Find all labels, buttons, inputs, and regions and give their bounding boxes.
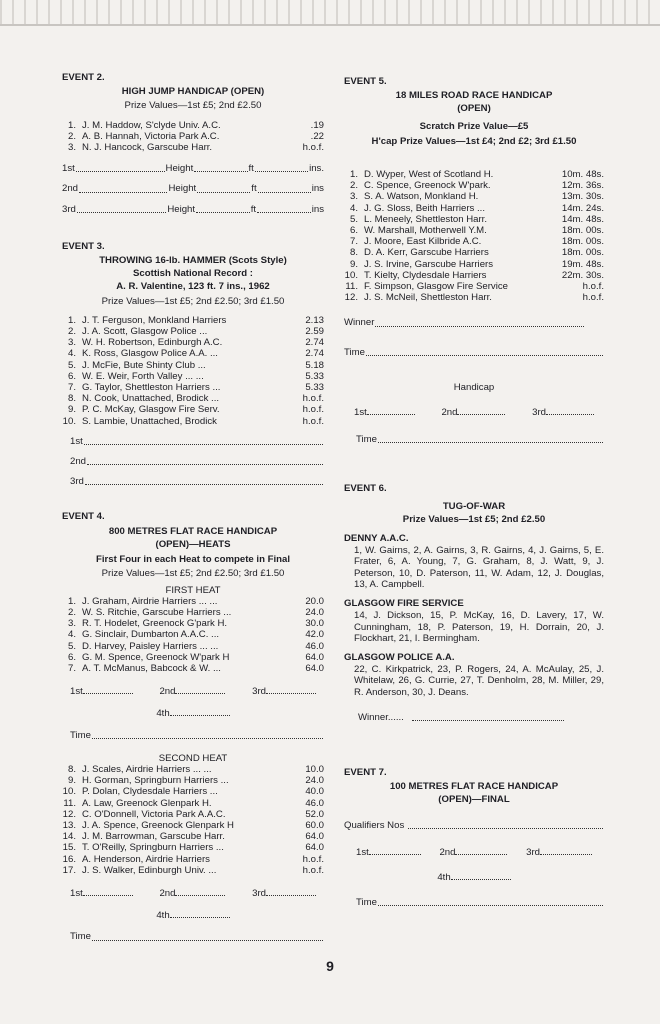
prize-values: Prize Values—1st £5; 2nd £2.50; 3rd £1.50 xyxy=(101,295,285,307)
entry-row: 7. J. Moore, East Kilbride A.C. 18m. 00s. xyxy=(349,236,604,248)
time-line[interactable]: Time xyxy=(344,434,604,445)
placings-line[interactable]: 1st 2nd 3rd xyxy=(62,888,324,899)
event-title: TUG-OF-WAR xyxy=(442,500,506,512)
result-line-3rd[interactable]: 3rd Height ft ins xyxy=(62,203,325,215)
entry-row: 2. J. A. Scott, Glasgow Police ... 2.59 xyxy=(67,326,324,338)
entry-row: 6. W. E. Weir, Forth Valley ... ... 5.33 xyxy=(67,370,324,382)
entry-row: 4. G. Sinclair, Dumbarton A.A.C. ... 42.0 xyxy=(67,629,324,641)
event-label: EVENT 7. xyxy=(344,766,387,778)
entry-row: 10. T. Kielty, Clydesdale Harriers 22m. 30s. xyxy=(344,269,604,281)
placings-line[interactable]: 1st 2nd 3rd xyxy=(344,407,604,418)
entry-row: 17. J. S. Walker, Edinburgh Univ. ... h.o.f. xyxy=(62,864,324,876)
entry-row: 2. A. B. Hannah, Victoria Park A.C. .22 xyxy=(67,130,324,142)
time-line[interactable]: Time xyxy=(344,897,604,908)
entry-row: 9. P. C. McKay, Glasgow Fire Serv. h.o.f. xyxy=(67,404,324,416)
entry-list xyxy=(62,120,324,154)
result-line-1st[interactable]: 1st xyxy=(62,436,324,447)
entry-list xyxy=(62,596,324,674)
entry-row: 5. J. McFie, Bute Shinty Club ... 5.18 xyxy=(67,359,324,371)
team-members: 22, C. Kirkpatrick, 23, P. Rogers, 24, A. McAulay, 25, J. Whitelaw, 26, G. Currie, 27, T. Denholm, 28, M. Miller, 29, R. Anderson, 30, J. Deans. xyxy=(354,664,604,698)
result-line-2nd[interactable]: 2nd xyxy=(62,456,324,467)
time-line[interactable]: Time xyxy=(62,931,324,942)
prize-values: Prize Values—1st £5; 2nd £2.50 xyxy=(124,100,262,112)
event-label: EVENT 3. xyxy=(62,240,105,252)
page-number: 9 xyxy=(326,958,334,974)
result-line-2nd[interactable]: 2nd Height ft ins xyxy=(62,183,324,195)
entry-row: 1. J. T. Ferguson, Monkland Harriers 2.13 xyxy=(67,314,324,326)
entry-row: 9. H. Gorman, Springburn Harriers ... 24.0 xyxy=(67,775,324,787)
event-subtitle: (OPEN) xyxy=(457,103,491,115)
entry-row: 13. J. A. Spence, Greenock Glenpark H 60.0 xyxy=(62,819,324,831)
entry-row: 7. A. T. McManus, Babcock & W. ... 64.0 xyxy=(67,662,324,674)
entry-row: 7. G. Taylor, Shettleston Harriers ... 5.33 xyxy=(67,382,324,394)
entry-row: 12. J. S. McNeil, Shettleston Harr. h.o.f. xyxy=(344,292,604,304)
entry-row: 8. N. Cook, Unattached, Brodick ... h.o.f. xyxy=(67,393,324,405)
entry-row: 2. W. S. Ritchie, Garscube Harriers ... 24.0 xyxy=(67,606,324,618)
entry-list xyxy=(62,764,324,876)
event-label: EVENT 5. xyxy=(344,76,387,87)
result-line-1st[interactable]: 1st Height ft ins. xyxy=(62,163,325,175)
event-label: EVENT 6. xyxy=(344,483,387,495)
entry-row: 12. C. O'Donnell, Victoria Park A.A.C. 52.0 xyxy=(62,808,324,820)
record-holder: A. R. Valentine, 123 ft. 7 ins., 1962 xyxy=(116,281,270,293)
event-title: HIGH JUMP HANDICAP (OPEN) xyxy=(121,86,265,98)
spiral-binding xyxy=(0,0,660,26)
event-5 xyxy=(344,76,604,445)
winner-line[interactable]: Winner...... xyxy=(344,712,604,723)
fourth-line[interactable]: 4th xyxy=(62,708,324,719)
event-subtitle: (OPEN)—FINAL xyxy=(438,794,510,806)
left-column xyxy=(62,72,324,943)
handicap-heading: Handicap xyxy=(453,381,495,393)
event-title: 18 MILES ROAD RACE HANDICAP xyxy=(395,90,553,102)
entry-row: 3. R. T. Hodelet, Greenock G'park H. 30.0 xyxy=(67,618,324,630)
event-3 xyxy=(62,241,324,488)
event-4 xyxy=(62,511,324,942)
event-2 xyxy=(62,72,324,215)
entry-row: 9. J. S. Irvine, Garscube Harriers 19m. 48s. xyxy=(349,258,604,270)
entry-list xyxy=(344,169,604,303)
right-column xyxy=(344,76,604,908)
entry-row: 3. N. J. Hancock, Garscube Harr. h.o.f. xyxy=(67,142,324,154)
entry-row: 8. J. Scales, Airdrie Harriers ... ... 10.0 xyxy=(67,763,324,775)
entry-row: 14. J. M. Barrowman, Garscube Harr. 64.0 xyxy=(62,831,324,843)
entry-row: 6. G. M. Spence, Greenock W'park H 64.0 xyxy=(67,651,324,663)
prize-values: Prize Values—1st £5; 2nd £2.50; 3rd £1.50 xyxy=(101,568,285,580)
entry-row: 11. A. Law, Greenock Glenpark H. 46.0 xyxy=(63,797,324,809)
entry-row: 3. S. A. Watson, Monkland H. 13m. 30s. xyxy=(349,191,604,203)
entry-row: 5. L. Meneely, Shettleston Harr. 14m. 48s. xyxy=(349,213,604,225)
entry-row: 15. T. O'Reilly, Springburn Harriers ... 64.0 xyxy=(62,842,324,854)
team-members: 1, W. Gairns, 2, A. Gairns, 3, R. Gairns, 4, J. Gairns, 5, E. Frater, 6, A. Young, 7, G. Graham, 8, J. Watt, 9, J. Peterson, 10, D. Paterson, 11, W. Adam, 12, J. Douglas, 13, A. Campbell. xyxy=(354,545,604,590)
entry-row: 11. F. Simpson, Glasgow Fire Service h.o.f. xyxy=(345,281,604,293)
entry-row: 1. D. Wyper, West of Scotland H. 10m. 48s. xyxy=(349,169,604,181)
qualifiers-line[interactable]: Qualifiers Nos xyxy=(344,820,604,831)
team-name: DENNY A.A.C. xyxy=(344,533,409,545)
entry-row: 4. K. Ross, Glasgow Police A.A. ... 2.74 xyxy=(67,348,324,360)
entry-row: 2. C. Spence, Greenock W'park. 12m. 36s. xyxy=(349,180,604,192)
entry-row: 16. A. Henderson, Airdrie Harriers h.o.f. xyxy=(62,853,324,865)
entry-row: 8. D. A. Kerr, Garscube Harriers 18m. 00s. xyxy=(349,247,604,259)
placings-line[interactable]: 1st 2nd 3rd xyxy=(344,847,604,858)
entry-row: 10. P. Dolan, Clydesdale Harriers ... 40.0 xyxy=(62,786,324,798)
hcap-prizes: H'cap Prize Values—1st £4; 2nd £2; 3rd £1.50 xyxy=(371,135,577,147)
heat-heading: SECOND HEAT xyxy=(158,752,228,764)
event-label: EVENT 2. xyxy=(62,72,105,83)
entry-row: 4. J. G. Sloss, Beith Harriers ... 14m. 24s. xyxy=(349,202,604,214)
time-line[interactable]: Time xyxy=(344,347,604,358)
heat-heading: FIRST HEAT xyxy=(165,584,221,596)
entry-row: 6. W. Marshall, Motherwell Y.M. 18m. 00s. xyxy=(349,225,604,237)
entry-row: 3. W. H. Robertson, Edinburgh A.C. 2.74 xyxy=(67,337,324,349)
prize-values: Prize Values—1st £5; 2nd £2.50 xyxy=(402,513,546,525)
entry-row: 5. D. Harvey, Paisley Harriers ... ... 46.0 xyxy=(67,640,324,652)
entry-list xyxy=(62,315,324,427)
scratch-prize: Scratch Prize Value—£5 xyxy=(419,120,529,132)
event-label: EVENT 4. xyxy=(62,511,105,523)
team-name: GLASGOW FIRE SERVICE xyxy=(344,598,464,610)
event-title: THROWING 16-lb. HAMMER (Scots Style) xyxy=(99,255,287,267)
time-line[interactable]: Time xyxy=(62,730,324,741)
event-title: 100 METRES FLAT RACE HANDICAP xyxy=(389,781,559,793)
record-label: Scottish National Record : xyxy=(133,268,253,280)
event-6 xyxy=(344,483,604,722)
fourth-line[interactable]: 4th xyxy=(344,872,604,883)
winner-line[interactable]: Winner xyxy=(344,317,604,328)
event-title: 800 METRES FLAT RACE HANDICAP xyxy=(108,525,278,537)
team-name: GLASGOW POLICE A.A. xyxy=(344,651,455,663)
result-line-3rd[interactable]: 3rd xyxy=(62,476,324,487)
qualify-note: First Four in each Heat to compete in Final xyxy=(95,554,291,566)
entry-row: 1. J. Graham, Airdrie Harriers ... ... 20.0 xyxy=(67,595,324,607)
event-7 xyxy=(344,767,604,908)
entry-row: 10. S. Lambie, Unattached, Brodick h.o.f. xyxy=(62,415,324,427)
event-subtitle: (OPEN)—HEATS xyxy=(155,538,231,550)
fourth-line[interactable]: 4th xyxy=(62,910,324,921)
team-members: 14, J. Dickson, 15, P. McKay, 16, D. Lavery, 17, W. Cunningham, 18, P. Paterson, 19, H. Dorrain, 20, J. Flockhart, 21, I. Bermingham. xyxy=(354,610,604,644)
entry-row: 1. J. M. Haddow, S'clyde Univ. A.C. .19 xyxy=(67,119,324,131)
placings-line[interactable]: 1st 2nd 3rd xyxy=(62,686,324,697)
